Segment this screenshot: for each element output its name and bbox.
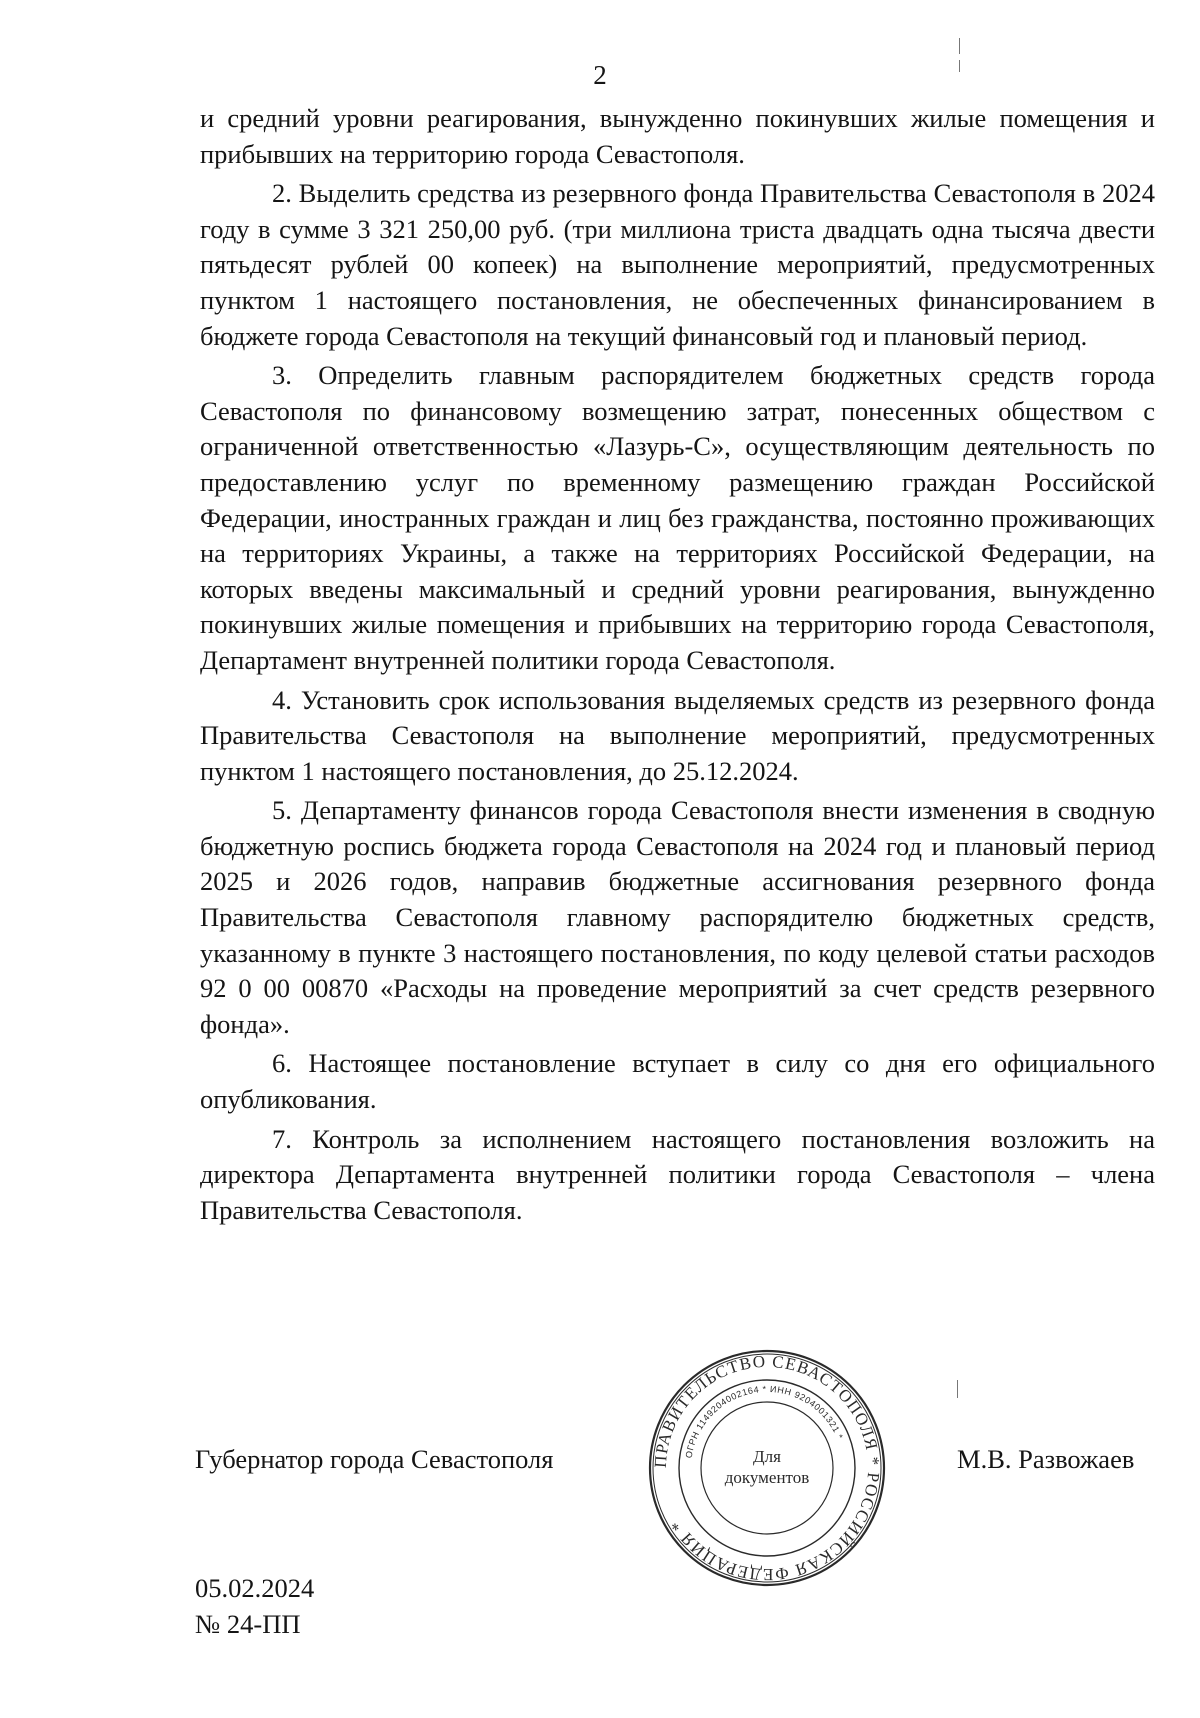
paragraph-item-5: 5. Департаменту финансов города Севастополя внести изменения в сводную бюджетную роспись бюджета города Севастополя на 2024 год и плановый период 2025 и 2026 годов, направив бюджетные ассигнования резервного фонда Правительства Севастополя главному распорядителю бюджетных средств, указанному в пункте 3 настоящего постановления, по коду целевой статьи расходов 92 0 00 00870 «Расходы на проведение мероприятий за счет средств резервного фонда». <box>200 795 1155 1039</box>
scan-artifact-mark <box>957 1380 958 1398</box>
signatory-name: М.В. Развожаев <box>957 1444 1135 1474</box>
paragraph-item-7: 7. Контроль за исполнением настоящего постановления возложить на директора Департамента внутренней политики города Севастополя – члена Правительства Севастополя. <box>200 1123 1155 1225</box>
seal-center-line2: документов <box>724 1468 810 1487</box>
paragraph-item-2: 2. Выделить средства из резервного фонда Правительства Севастополя в 2024 году в сумме 3 321 250,00 руб. (три миллиона триста двадцать одна тысяча двести пятьдесят рублей 00 копеек) на выполнение мероприятий, предусмотренных пунктом 1 настоящего постановления, не обеспеченных финансированием в бюджете города Севастополя на текущий финансовый год и плановый период. <box>200 178 1155 351</box>
signatory-position: Губернатор города Севастополя <box>195 1444 554 1474</box>
document-number: № 24-ПП <box>195 1609 301 1639</box>
paragraph-item-3: 3. Определить главным распорядителем бюджетных средств города Севастополя по финансовому возмещению затрат, понесенных обществом с ограниченной ответственностью «Лазурь-С», осуществляющим деятельность по предоставлению услуг по временному размещению граждан Российской Федерации, иностранных граждан и лиц без гражданства, постоянно проживающих на территориях Украины, а также на территориях Российской Федерации, на которых введены максимальный и средний уровни реагирования, вынужденно покинувших жилые помещения и прибывших на территорию города Севастополя, Департамент внутренней политики города Севастополя. <box>200 360 1155 675</box>
document-body <box>200 101 1155 1232</box>
seal-ring-textpath: ОГРН 1149204002164 * ИНН 9204001321 * <box>683 1383 846 1459</box>
paragraph-item-4: 4. Установить срок использования выделяемых средств из резервного фонда Правительства Севастополя на выполнение мероприятий, предусмотренных пунктом 1 настоящего постановления, до 25.12.2024. <box>200 684 1155 786</box>
document-date: 05.02.2024 <box>195 1573 315 1603</box>
paragraph-item-6: 6. Настоящее постановление вступает в силу со дня его официального опубликования. <box>200 1048 1155 1115</box>
page-number: 2 <box>593 60 607 90</box>
paragraph-continuation: и средний уровни реагирования, вынужденно покинувших жилые помещения и прибывших на территорию города Севастополя. <box>200 103 1155 169</box>
seal-outer-textpath: ПРАВИТЕЛЬСТВО СЕВАСТОПОЛЯ * РОССИЙСКАЯ ФЕДЕРАЦИЯ * <box>650 1351 884 1585</box>
seal-graphic <box>647 1348 887 1588</box>
official-seal <box>647 1348 887 1588</box>
seal-center-line1: Для <box>753 1447 781 1466</box>
scan-artifact-mark <box>959 60 960 72</box>
document-footer <box>195 1570 314 1642</box>
scan-artifact-mark <box>959 38 960 54</box>
